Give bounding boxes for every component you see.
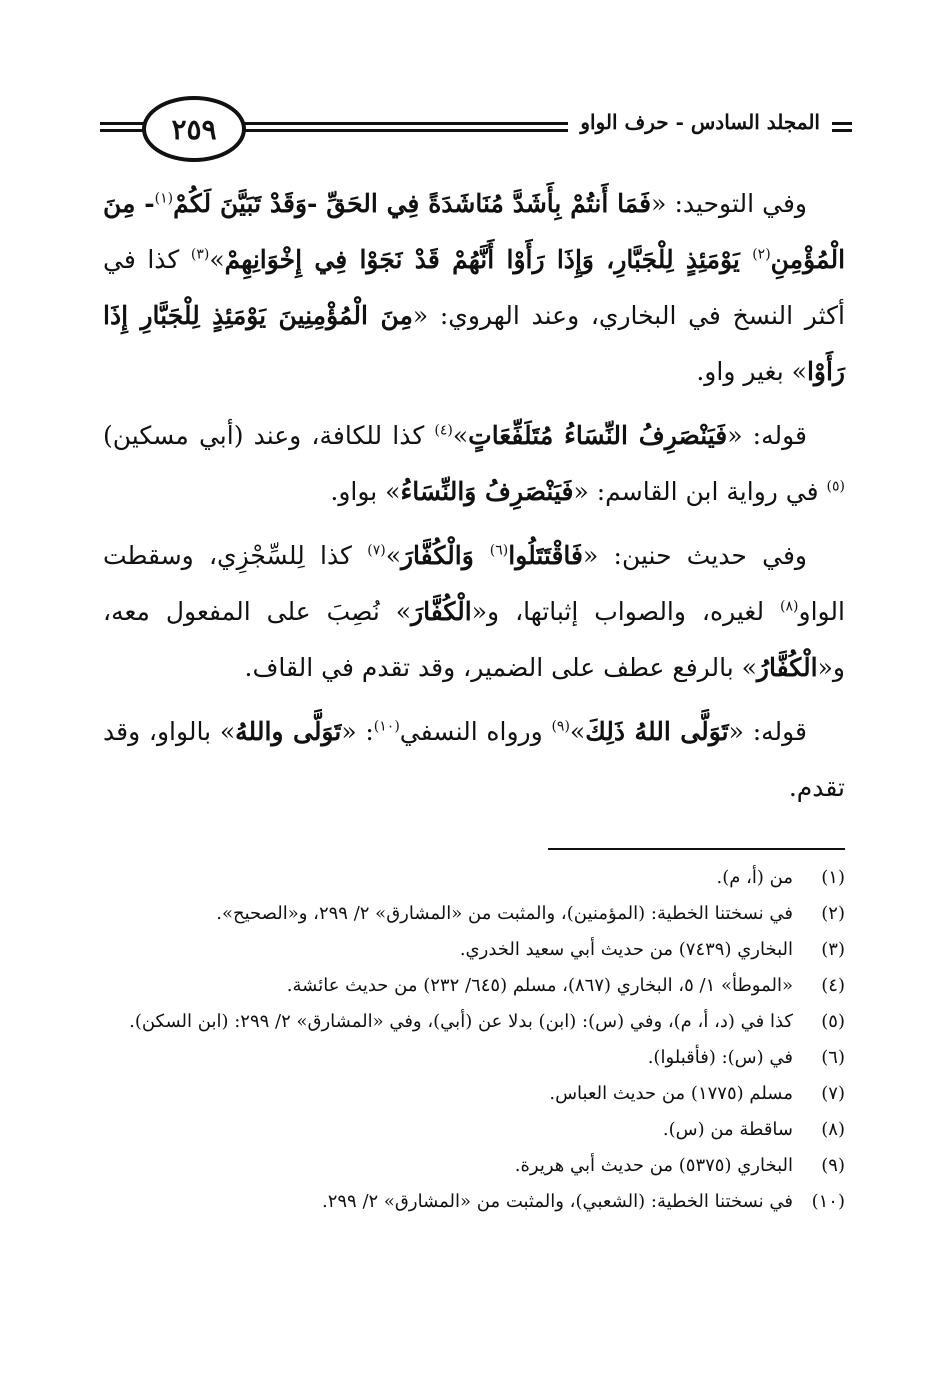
- footnote-text: ساقطة من (س).: [662, 1119, 793, 1140]
- quoted-hadith-text: يَوْمَئِذٍ لِلْجَبَّارِ، وَإِذَا رَأَوْا أَنَّهُمْ قَدْ نَجَوْا فِي إِخْوَانِهِمْ: [224, 245, 753, 274]
- commentary-text: ورواه النسفي: [399, 717, 552, 746]
- commentary-text: » بالرفع عطف على الضمير، وقد تقدم في القاف.: [244, 653, 757, 682]
- quoted-hadith-text: مِنَ الْمُؤْمِنِينَ يَوْمَئِذٍ لِلْجَبَّارِ إِذَا رَأَوْا: [103, 301, 845, 386]
- commentary-text: كذا في أكثر النسخ في البخاري، وعند الهروي: «: [103, 245, 845, 330]
- footnote-number: (٧): [821, 1083, 845, 1104]
- running-title: المجلد السادس - حرف الواو: [568, 110, 832, 134]
- footnote-ref: (٢): [752, 246, 771, 263]
- quoted-hadith-text: فَيَنْصَرِفُ وَالنِّسَاءُ: [400, 477, 574, 506]
- quoted-hadith-text: وَالْكُفَّارَ: [400, 541, 490, 570]
- footnote-number: (١): [821, 867, 845, 888]
- footnote-item: [103, 1148, 845, 1184]
- footnote-number: (٢): [821, 903, 845, 924]
- footnote-ref: (١٠): [373, 718, 400, 735]
- commentary-text: » بواو.: [330, 477, 401, 506]
- quoted-hadith-text: فَاقْتَتَلُوا: [508, 541, 583, 570]
- footnote-text: في نسختنا الخطية: (المؤمنين)، والمثبت من «المشارق» ٢/ ٢٩٩، و«الصحيح».: [216, 903, 793, 924]
- footnote-ref: (٧): [367, 542, 386, 559]
- commentary-text: : «: [341, 717, 374, 746]
- footnote-item: [103, 1076, 845, 1112]
- footnote-number: (١٠): [811, 1191, 845, 1212]
- footnote-item: [103, 1184, 845, 1220]
- quoted-hadith-text: تَوَلَّى واللهُ: [235, 717, 342, 746]
- footnote-ref: (٤): [434, 422, 453, 439]
- footnote-item: [103, 1112, 845, 1148]
- quoted-hadith-text: الْكُفَّارُ: [756, 653, 818, 682]
- commentary-text: في رواية ابن القاسم: «: [573, 477, 827, 506]
- commentary-text: »: [385, 541, 401, 570]
- quoted-hadith-text: فَيَنْصَرِفُ النِّسَاءُ مُتَلَفِّعَاتٍ: [468, 421, 728, 450]
- footnote-ref: (٦): [489, 542, 509, 559]
- footnote-number: (٣): [821, 939, 845, 960]
- body-paragraph: [103, 528, 845, 696]
- footnote-number: (٦): [821, 1047, 845, 1068]
- footnote-ref: (٣): [190, 246, 210, 263]
- footnote-number: (٨): [821, 1119, 845, 1140]
- commentary-text: » بالواو، وقد تقدم.: [103, 717, 845, 802]
- footnotes-section: [103, 860, 845, 1220]
- commentary-text: »: [209, 245, 225, 274]
- footnote-item: [103, 896, 845, 932]
- footnote-number: (٤): [821, 975, 845, 996]
- footnote-separator: [548, 848, 845, 850]
- commentary-text: قوله: «: [727, 421, 807, 450]
- footnote-text: من (أ، م).: [716, 867, 793, 888]
- footnote-text: في (س): (فأقبلوا).: [647, 1047, 793, 1068]
- footnote-text: «الموطأ» ١/ ٥، البخاري (٨٦٧)، مسلم (٦٤٥/ ٢٣٢) من حديث عائشة.: [286, 975, 793, 996]
- quoted-hadith-text: الْكُفَّارَ: [411, 597, 472, 626]
- commentary-text: » نُصِبَ على المفعول معه، و«: [103, 597, 845, 682]
- footnote-item: [103, 1004, 845, 1040]
- footnote-text: مسلم (١٧٧٥) من حديث العباس.: [549, 1083, 793, 1104]
- footnote-text: البخاري (٥٣٧٥) من حديث أبي هريرة.: [514, 1155, 793, 1176]
- footnote-ref: (٩): [551, 718, 570, 735]
- body-paragraph: [103, 408, 845, 520]
- commentary-text: كذا للكافة، وعند (أبي مسكين): [103, 421, 435, 450]
- body-paragraph: [103, 176, 845, 400]
- commentary-text: كذا لِلسِّجْزِي، وسقطت الواو: [103, 541, 845, 626]
- commentary-text: »: [452, 421, 469, 450]
- page-header: [100, 92, 852, 162]
- page-number: ٢٥٩: [142, 96, 246, 162]
- footnote-item: [103, 932, 845, 968]
- footnote-ref: (٥): [826, 478, 845, 495]
- footnote-text: في نسختنا الخطية: (الشعبي)، والمثبت من «المشارق» ٢/ ٢٩٩.: [321, 1191, 793, 1212]
- quoted-hadith-text: فَمَا أَنتُمْ بِأَشَدَّ مُنَاشَدَةً فِي الحَقِّ -وَقَدْ تَبَيَّنَ لَكُمْ: [173, 189, 652, 218]
- commentary-text: قوله: «: [728, 717, 807, 746]
- footnote-text: كذا في (د، أ، م)، وفي (س): (ابن) بدلا عن (أبي)، وفي «المشارق» ٢/ ٢٩٩: (ابن السكن).: [129, 1011, 793, 1032]
- footnote-item: [103, 968, 845, 1004]
- quoted-hadith-text: تَوَلَّى اللهُ ذَلِكَ: [585, 717, 729, 746]
- footnote-number: (٩): [821, 1155, 845, 1176]
- commentary-text: وفي التوحيد: «: [651, 189, 807, 218]
- footnote-ref: (٨): [780, 598, 799, 615]
- footnote-text: البخاري (٧٤٣٩) من حديث أبي سعيد الخدري.: [459, 939, 793, 960]
- footnote-number: (٥): [821, 1011, 845, 1032]
- footnote-item: [103, 1040, 845, 1076]
- footnote-item: [103, 860, 845, 896]
- quoted-hadith-text: - مِنَ الْمُؤْمِنِ: [103, 189, 846, 274]
- commentary-text: وفي حديث حنين: «: [583, 541, 807, 570]
- main-text: [103, 176, 845, 824]
- commentary-text: لغيره، والصواب إثباتها، و«: [471, 597, 781, 626]
- footnote-ref: (١): [154, 190, 174, 207]
- body-paragraph: [103, 704, 845, 816]
- commentary-text: » بغير واو.: [696, 357, 807, 386]
- commentary-text: »: [569, 717, 586, 746]
